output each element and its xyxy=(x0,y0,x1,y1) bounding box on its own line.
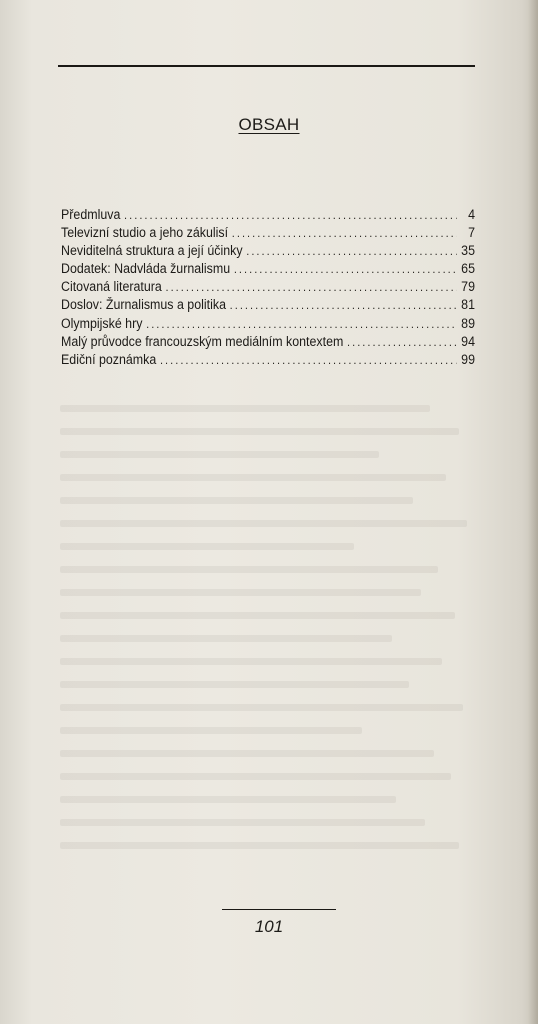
contents-heading: OBSAH xyxy=(238,115,300,134)
toc-entry xyxy=(61,316,475,334)
table-of-contents xyxy=(61,207,475,370)
toc-entry-title: Neviditelná struktura a její účinky xyxy=(61,243,243,259)
toc-entry xyxy=(61,352,475,370)
toc-entry-page: 65 xyxy=(461,261,476,277)
toc-leader-dots xyxy=(347,335,457,349)
page-number: 101 xyxy=(254,917,284,936)
toc-entry xyxy=(61,261,475,279)
toc-entry xyxy=(61,297,475,315)
toc-entry xyxy=(61,225,475,243)
toc-leader-dots xyxy=(124,208,457,222)
toc-entry xyxy=(61,243,475,261)
page-edge-shadow xyxy=(528,0,538,1024)
toc-entry-title: Předmluva xyxy=(61,207,121,222)
footer-rule xyxy=(222,909,336,910)
toc-leader-dots xyxy=(246,244,456,258)
toc-entry xyxy=(61,279,475,297)
toc-entry-title: Malý průvodce francouzským mediálním kontextem xyxy=(61,333,344,349)
toc-leader-dots xyxy=(146,317,457,331)
bleed-through-text xyxy=(60,405,480,875)
toc-entry-title: Olympijské hry xyxy=(61,315,143,331)
toc-entry-page: 89 xyxy=(461,315,476,331)
toc-leader-dots xyxy=(230,298,457,312)
toc-leader-dots xyxy=(234,262,457,276)
toc-entry-title: Ediční poznámka xyxy=(61,351,157,367)
toc-entry xyxy=(61,334,475,352)
toc-leader-dots xyxy=(165,280,456,294)
toc-leader-dots xyxy=(232,226,457,240)
toc-entry-title: Televizní studio a jeho zákulisí xyxy=(61,225,229,241)
toc-entry-title: Dodatek: Nadvláda žurnalismu xyxy=(61,261,231,277)
toc-entry-page: 4 xyxy=(468,207,476,222)
toc-entry-page: 7 xyxy=(468,225,476,241)
top-rule xyxy=(58,65,475,67)
toc-entry-title: Citovaná literatura xyxy=(61,279,162,295)
toc-entry-page: 81 xyxy=(461,297,476,313)
toc-entry-page: 94 xyxy=(461,333,476,349)
toc-entry xyxy=(61,207,475,225)
toc-entry-title: Doslov: Žurnalismus a politika xyxy=(61,297,226,313)
toc-entry-page: 79 xyxy=(461,279,476,295)
toc-entry-page: 35 xyxy=(461,243,476,259)
toc-entry-page: 99 xyxy=(461,351,476,367)
toc-leader-dots xyxy=(160,353,457,367)
